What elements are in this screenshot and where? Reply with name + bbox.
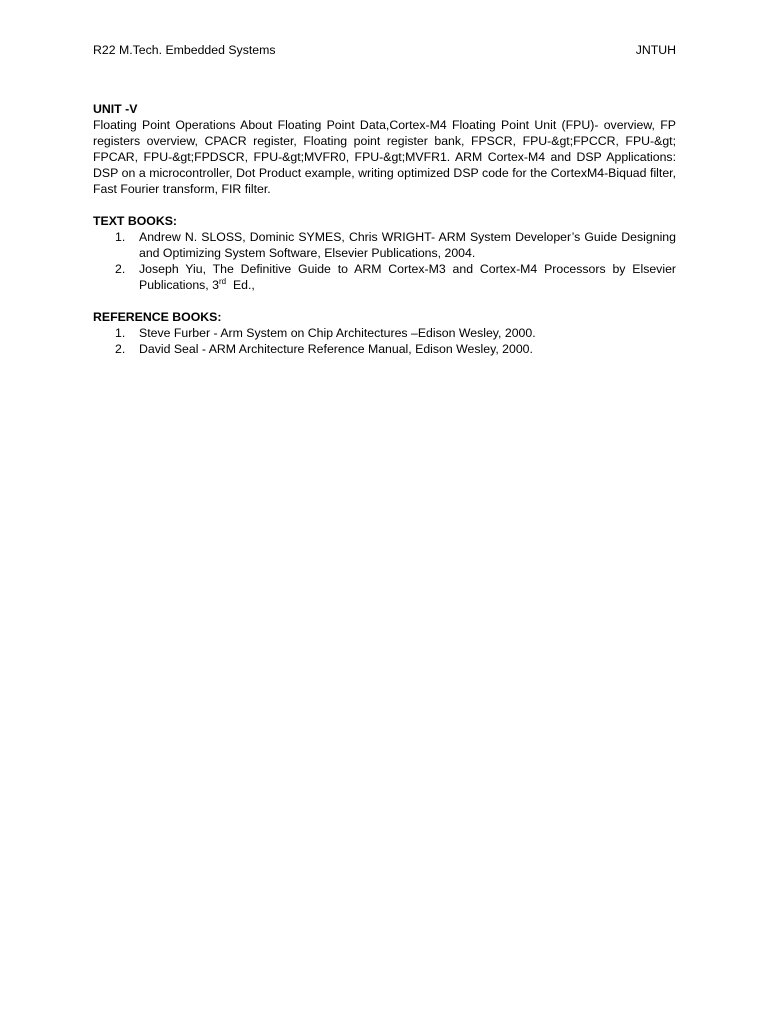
list-item-main-text: Joseph Yiu, The Definitive Guide to ARM Cortex-M3 and Cortex-M4 Processors by Elsevier Publications, 3 [139, 262, 676, 292]
page-content [93, 101, 676, 357]
header-course-title: R22 M.Tech. Embedded Systems [93, 43, 276, 57]
unit-section [93, 101, 676, 197]
reference-books-heading: REFERENCE BOOKS: [93, 310, 222, 324]
list-item-text: Andrew N. SLOSS, Dominic SYMES, Chris WRIGHT- ARM System Developer’s Guide Designing and Optimizing System Software, Elsevier Publications, 2004. [139, 230, 676, 260]
unit-heading: UNIT -V [93, 102, 138, 116]
text-books-section [93, 213, 676, 293]
header-university: JNTUH [635, 43, 676, 57]
text-books-list [93, 229, 676, 293]
list-item-number: 1. [115, 326, 126, 340]
unit-body: Floating Point Operations About Floating Point Data,Cortex-M4 Floating Point Unit (FPU)- overview, FP registers overview, CPACR register, Floating point register bank, FPSCR, FPU-&gt;FPCCR, FPU-&gt; FPCAR, FPU-&gt;FPDSCR, FPU-&gt;MVFR0, FPU-&gt;MVFR1. ARM Cortex-M4 and DSP Applications: DSP on a microcontroller, Dot Product example, writing optimized DSP code for the CortexM4-Biquad filter, Fast Fourier transform, FIR filter. [93, 118, 676, 196]
list-item-number: 2. [115, 342, 126, 356]
list-item [93, 341, 676, 357]
section-spacer [93, 197, 676, 213]
list-item [93, 325, 676, 341]
list-item-number: 1. [115, 230, 126, 244]
ordinal-superscript: rd [218, 276, 227, 286]
list-item-text: David Seal - ARM Architecture Reference Manual, Edison Wesley, 2000. [139, 342, 533, 356]
list-item [93, 261, 676, 293]
list-item-text: Steve Furber - Arm System on Chip Architectures –Edison Wesley, 2000. [139, 326, 536, 340]
list-item-number: 2. [115, 262, 126, 276]
list-item-text [139, 261, 676, 293]
section-spacer [93, 293, 676, 309]
reference-books-section [93, 309, 676, 357]
page-header [93, 42, 676, 58]
list-item [93, 229, 676, 261]
text-books-heading: TEXT BOOKS: [93, 214, 178, 228]
reference-books-list [93, 325, 676, 357]
list-item-tail-text: Ed., [226, 278, 255, 292]
